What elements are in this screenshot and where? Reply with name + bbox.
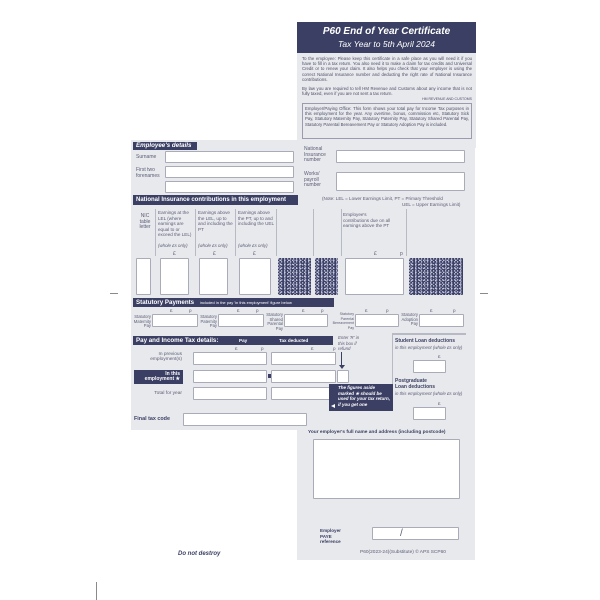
- pay-tax-title: Pay and Income Tax details:: [136, 337, 219, 344]
- arrow-left-icon: [331, 404, 335, 408]
- unit-pounds: £: [430, 308, 433, 313]
- figures-note: [329, 384, 393, 411]
- statutory-payments-header: [133, 298, 334, 307]
- unit-pence: p: [321, 308, 324, 313]
- shared-parental-pay-label: Statutory Shared Parental Pay: [266, 312, 283, 331]
- student-loan-subtitle: in this employment (whole £s only): [395, 345, 463, 350]
- total-pay-input[interactable]: [193, 387, 267, 400]
- employee-contributions-label: Employee's contributions due on all earnings above the PT: [343, 212, 391, 229]
- pay-column-label: Pay: [239, 338, 248, 343]
- total-tax-input[interactable]: [271, 387, 336, 400]
- security-pattern: [315, 258, 338, 295]
- refund-note: Enter 'R' in this box if refund: [338, 335, 360, 352]
- earnings-uel-input[interactable]: [239, 258, 271, 295]
- paye-separator: /: [400, 528, 403, 539]
- statutory-payments-subtitle: included in the pay 'in this employment' figure below: [199, 300, 292, 305]
- postgrad-loan-subtitle: in this employment (whole £s only): [395, 391, 463, 396]
- unit-pounds: £: [237, 308, 240, 313]
- arrow-head: [339, 365, 345, 369]
- this-employment-tax-input[interactable]: [271, 370, 336, 383]
- earnings-lel-hint: (whole £s only): [158, 243, 188, 248]
- earnings-uel-hint: (whole £s only): [238, 243, 268, 248]
- earnings-pt-hint: (whole £s only): [198, 243, 228, 248]
- postgrad-loan-title: Postgraduate Loan deductions: [395, 378, 435, 390]
- nic-letter-label: NIC table letter: [139, 213, 151, 231]
- do-not-destroy-note: Do not destroy: [178, 551, 221, 557]
- bereavement-pay-label: Statutory Parental Bereavement Pay: [332, 312, 354, 330]
- refund-box-input[interactable]: [337, 370, 349, 383]
- previous-tax-input[interactable]: [271, 352, 336, 365]
- divider: [341, 209, 342, 256]
- bereavement-pay-input[interactable]: [355, 314, 399, 327]
- student-loan-input[interactable]: [413, 360, 446, 373]
- ni-number-label: National Insurance number: [304, 146, 326, 164]
- divider: [406, 209, 407, 256]
- paternity-pay-label: Statutory Paternity Pay: [200, 314, 217, 329]
- paye-reference-label: Employer PAYE reference: [320, 528, 341, 545]
- loans-top-bar: [392, 333, 466, 335]
- employee-contributions-input[interactable]: [345, 258, 404, 295]
- legal-notice-text: By law you are required to tell HM Revenue and Customs about any income that is not fully taxed, even if you are not sent a tax return.: [302, 86, 472, 97]
- pay-tax-header: [133, 336, 333, 345]
- unit-pounds: £: [302, 308, 305, 313]
- forenames-label: First two forenames: [136, 167, 160, 179]
- student-loan-title: Student Loan deductions: [395, 338, 455, 344]
- earnings-lel-unit: £: [173, 251, 176, 257]
- tax-unit-pounds: £: [311, 346, 314, 351]
- nic-letter-input[interactable]: [136, 258, 151, 295]
- crop-mark-left: [110, 293, 118, 294]
- payroll-number-input[interactable]: [336, 172, 465, 191]
- hmrc-signature: HM REVENUE AND CUSTOMS: [422, 97, 472, 101]
- final-tax-code-input[interactable]: [183, 413, 307, 426]
- earnings-pt-unit: £: [213, 251, 216, 257]
- earnings-pt-label: Earnings above the LEL, up to and including the PT: [198, 210, 233, 232]
- shared-parental-pay-input[interactable]: [284, 314, 328, 327]
- employer-address-label: Your employer's full name and address (including postcode): [308, 430, 446, 435]
- loans-panel-divider: [392, 335, 393, 384]
- statutory-payments-title: Statutory Payments: [136, 299, 195, 306]
- ni-note-line-1: (Note: LEL = Lower Earnings Limit, PT = Primary Threshold: [322, 196, 443, 201]
- employee-intro-text: To the employee: Please keep this certificate in a safe place as you will need it if you have to fill in a tax return. You also need it to make a claim for tax credits and Universal Credit or to renew your claim. It also helps you check that your employer is using the correct National Insurance number and deducting the right rate of National Insurance contributions.: [302, 56, 472, 82]
- maternity-pay-label: Statutory Maternity Pay: [133, 314, 151, 329]
- forenames-input-1[interactable]: [165, 166, 294, 178]
- divider: [313, 209, 314, 256]
- form-footer: P60(2023-24)(Substitute) © APS SCP60: [360, 550, 446, 555]
- divider: [155, 209, 156, 256]
- security-pattern: [278, 258, 311, 295]
- previous-employment-label: In previous employment(s): [150, 352, 182, 363]
- payroll-number-label: Works/ payroll number: [304, 171, 321, 189]
- certificate-title: P60 End of Year Certificate: [322, 26, 451, 37]
- tax-unit-pence: p: [333, 346, 336, 351]
- maternity-pay-input[interactable]: [152, 314, 198, 327]
- divider: [235, 209, 236, 256]
- unit-pence: p: [256, 308, 259, 313]
- paternity-pay-input[interactable]: [218, 314, 264, 327]
- unit-pounds: £: [365, 308, 368, 313]
- this-employment-label: In this employment ★: [134, 370, 183, 384]
- previous-pay-input[interactable]: [193, 352, 267, 365]
- employer-address-input[interactable]: [313, 439, 460, 499]
- pay-unit-pounds: £: [235, 346, 238, 351]
- postgrad-loan-input[interactable]: [413, 407, 446, 420]
- earnings-uel-unit: £: [253, 251, 256, 257]
- earnings-lel-input[interactable]: [160, 258, 189, 295]
- earnings-pt-input[interactable]: [199, 258, 228, 295]
- ni-contributions-header: National Insurance contributions in this employment: [133, 195, 298, 205]
- divider: [195, 209, 196, 256]
- crop-mark-right: [480, 293, 488, 294]
- employer-note-box: [302, 103, 472, 139]
- contributions-unit-pounds: £: [374, 251, 377, 257]
- forenames-input-2[interactable]: [165, 181, 294, 193]
- surname-label: Surname: [136, 154, 157, 160]
- total-year-label: Total for year: [154, 391, 182, 396]
- figures-note-text: The figures aside marked ★ should be used for your tax return, if you get one: [338, 385, 391, 407]
- adoption-pay-label: Statutory Adoption Pay: [401, 312, 418, 327]
- ni-number-input[interactable]: [336, 150, 465, 163]
- tax-column-label: Tax deducted: [279, 338, 309, 343]
- earnings-lel-label: Earnings at the LEL (where earnings are equal to or exceed the LEL): [158, 210, 192, 238]
- employee-details-header: Employee's details: [133, 142, 197, 150]
- certificate-title-banner: [297, 22, 476, 53]
- unit-pence: p: [189, 308, 192, 313]
- pay-unit-pence: p: [261, 346, 264, 351]
- final-tax-code-label: Final tax code: [134, 416, 170, 422]
- unit-pence: p: [453, 308, 456, 313]
- security-pattern: [409, 258, 463, 295]
- unit-pence: p: [386, 308, 389, 313]
- contributions-unit-pence: p: [400, 251, 403, 257]
- this-employment-pay-input[interactable]: [193, 370, 267, 383]
- divider: [276, 209, 277, 256]
- surname-input[interactable]: [165, 151, 294, 163]
- ni-note-line-2: UEL = Upper Earnings Limit): [402, 202, 461, 207]
- adoption-pay-input[interactable]: [419, 314, 464, 327]
- certificate-subtitle: Tax Year to 5th April 2024: [337, 39, 436, 49]
- paye-reference-input[interactable]: [372, 527, 459, 540]
- crop-mark-bottom: [96, 582, 97, 600]
- earnings-uel-label: Earnings above the PT, up to and including the UEL: [238, 210, 275, 227]
- unit-pounds: £: [170, 308, 173, 313]
- postgrad-loan-unit: £: [438, 401, 441, 406]
- student-loan-unit: £: [438, 354, 441, 359]
- employer-note-text: Employer/Paying Office: This form shows your total pay for Income Tax purposes in this employment for the year. Any overtime, bonus, commission etc, Statutory Sick Pay, Statutory Maternity Pay, Statutory Paternity Pay, Statutory Shared Parental Pay, Statutory Parental Bereavement Pay or Statutory Adoption Pay is included.: [305, 106, 469, 127]
